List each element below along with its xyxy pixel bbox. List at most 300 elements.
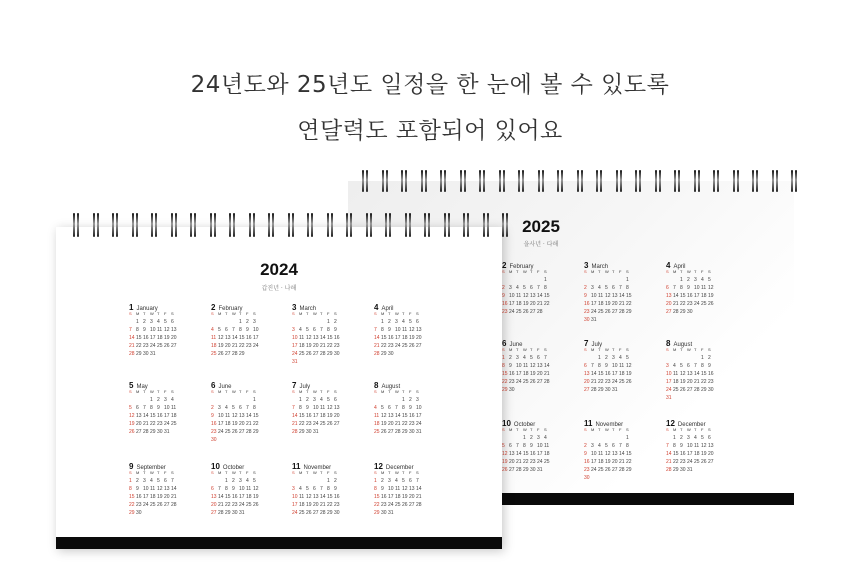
date-cell: 27 bbox=[530, 309, 536, 315]
date-cell: 11 bbox=[544, 443, 550, 449]
weekday-letter: T bbox=[530, 347, 533, 352]
date-cell: 24 bbox=[687, 459, 693, 465]
date-cell: 30 bbox=[388, 351, 394, 357]
date-cell: 19 bbox=[164, 335, 170, 341]
date-cell: 25 bbox=[694, 459, 700, 465]
weekday-letter: T bbox=[157, 311, 160, 316]
spiral-ring bbox=[460, 170, 466, 192]
date-cell: 8 bbox=[327, 486, 330, 492]
weekday-header bbox=[666, 269, 736, 275]
date-cell: 29 bbox=[136, 351, 142, 357]
date-cell: 30 bbox=[687, 309, 693, 315]
date-cell: 14 bbox=[673, 293, 679, 299]
date-cell: 11 bbox=[701, 285, 707, 291]
weekday-header bbox=[292, 389, 362, 395]
date-cell: 12 bbox=[605, 451, 611, 457]
date-cell: 10 bbox=[537, 443, 543, 449]
date-cell: 16 bbox=[334, 494, 340, 500]
weekday-letter: T bbox=[225, 470, 228, 475]
date-cell: 17 bbox=[509, 301, 515, 307]
date-cell: 24 bbox=[395, 343, 401, 349]
date-cell: 1 bbox=[225, 478, 228, 484]
weekday-letter: M bbox=[218, 311, 222, 316]
date-cell: 6 bbox=[225, 327, 228, 333]
weekday-letter: S bbox=[666, 427, 669, 432]
date-cell: 22 bbox=[701, 379, 707, 385]
date-grid bbox=[666, 276, 736, 316]
date-cell: 20 bbox=[530, 301, 536, 307]
weekday-letter: F bbox=[701, 427, 704, 432]
spiral-ring bbox=[73, 213, 79, 237]
date-cell: 6 bbox=[708, 435, 711, 441]
date-cell: 1 bbox=[239, 319, 242, 325]
date-grid bbox=[584, 434, 654, 482]
month-block-march bbox=[584, 258, 654, 324]
date-cell: 29 bbox=[381, 351, 387, 357]
weekday-header bbox=[211, 311, 281, 317]
date-cell: 27 bbox=[136, 429, 142, 435]
date-cell: 7 bbox=[246, 405, 249, 411]
date-cell: 5 bbox=[502, 443, 505, 449]
date-cell: 1 bbox=[523, 435, 526, 441]
date-cell: 17 bbox=[612, 371, 618, 377]
date-cell: 6 bbox=[416, 319, 419, 325]
date-cell: 8 bbox=[225, 486, 228, 492]
date-cell: 28 bbox=[516, 467, 522, 473]
date-cell: 19 bbox=[253, 494, 259, 500]
weekday-letter: W bbox=[687, 269, 691, 274]
date-cell: 17 bbox=[537, 451, 543, 457]
weekday-header bbox=[129, 470, 199, 476]
date-cell: 25 bbox=[523, 379, 529, 385]
weekday-header bbox=[129, 311, 199, 317]
date-cell: 24 bbox=[509, 309, 515, 315]
date-cell: 25 bbox=[395, 502, 401, 508]
date-cell: 12 bbox=[626, 363, 632, 369]
date-cell: 1 bbox=[680, 277, 683, 283]
date-cell: 18 bbox=[299, 502, 305, 508]
month-block-october bbox=[502, 416, 572, 474]
spiral-ring bbox=[733, 170, 739, 192]
weekday-letter: T bbox=[694, 269, 697, 274]
date-cell: 9 bbox=[584, 451, 587, 457]
spiral-ring bbox=[674, 170, 680, 192]
date-cell: 16 bbox=[584, 301, 590, 307]
date-cell: 12 bbox=[701, 443, 707, 449]
date-cell: 28 bbox=[544, 379, 550, 385]
date-cell: 31 bbox=[591, 317, 597, 323]
weekday-letter: T bbox=[694, 427, 697, 432]
spiral-ring bbox=[502, 213, 508, 237]
date-cell: 7 bbox=[416, 478, 419, 484]
weekday-letter: F bbox=[537, 269, 540, 274]
weekday-letter: F bbox=[246, 389, 249, 394]
date-cell: 16 bbox=[687, 293, 693, 299]
date-cell: 29 bbox=[502, 387, 508, 393]
date-cell: 17 bbox=[687, 451, 693, 457]
date-cell: 1 bbox=[544, 277, 547, 283]
date-cell: 30 bbox=[584, 317, 590, 323]
date-grid bbox=[502, 354, 572, 394]
date-cell: 5 bbox=[402, 478, 405, 484]
date-cell: 28 bbox=[694, 387, 700, 393]
date-cell: 28 bbox=[591, 387, 597, 393]
weekday-letter: T bbox=[388, 389, 391, 394]
date-cell: 5 bbox=[306, 486, 309, 492]
calendar-stand-base-2024 bbox=[56, 537, 502, 549]
date-cell: 1 bbox=[327, 319, 330, 325]
date-cell: 12 bbox=[164, 327, 170, 333]
date-cell: 22 bbox=[327, 343, 333, 349]
date-cell: 1 bbox=[136, 319, 139, 325]
date-cell: 18 bbox=[516, 301, 522, 307]
weekday-letter: W bbox=[523, 427, 527, 432]
date-cell: 15 bbox=[299, 413, 305, 419]
weekday-letter: T bbox=[320, 311, 323, 316]
weekday-header bbox=[374, 470, 444, 476]
date-cell: 17 bbox=[388, 494, 394, 500]
weekday-letter: S bbox=[502, 427, 505, 432]
date-cell: 29 bbox=[626, 309, 632, 315]
date-cell: 10 bbox=[687, 443, 693, 449]
date-cell: 4 bbox=[157, 319, 160, 325]
date-cell: 10 bbox=[143, 486, 149, 492]
weekday-letter: M bbox=[136, 311, 140, 316]
month-name: July bbox=[299, 384, 311, 390]
date-cell: 10 bbox=[239, 486, 245, 492]
spiral-ring bbox=[268, 213, 274, 237]
date-cell: 4 bbox=[211, 327, 214, 333]
date-cell: 2 bbox=[708, 355, 711, 361]
date-cell: 16 bbox=[306, 413, 312, 419]
date-cell: 23 bbox=[584, 309, 590, 315]
date-cell: 10 bbox=[253, 327, 259, 333]
weekday-letter: S bbox=[171, 389, 174, 394]
date-cell: 20 bbox=[239, 421, 245, 427]
date-cell: 3 bbox=[509, 285, 512, 291]
date-cell: 21 bbox=[143, 421, 149, 427]
date-cell: 21 bbox=[619, 301, 625, 307]
date-cell: 15 bbox=[253, 413, 259, 419]
date-cell: 30 bbox=[334, 351, 340, 357]
date-cell: 24 bbox=[239, 502, 245, 508]
date-cell: 25 bbox=[598, 309, 604, 315]
month-name: January bbox=[136, 306, 158, 312]
date-cell: 3 bbox=[313, 397, 316, 403]
date-cell: 15 bbox=[129, 494, 135, 500]
date-cell: 3 bbox=[395, 319, 398, 325]
date-cell: 3 bbox=[150, 319, 153, 325]
date-cell: 24 bbox=[150, 343, 156, 349]
date-cell: 24 bbox=[253, 343, 259, 349]
date-cell: 14 bbox=[544, 363, 550, 369]
date-cell: 5 bbox=[708, 277, 711, 283]
date-cell: 7 bbox=[673, 285, 676, 291]
date-cell: 26 bbox=[680, 387, 686, 393]
date-cell: 18 bbox=[598, 459, 604, 465]
month-number: 8 bbox=[666, 339, 671, 348]
weekday-letter: W bbox=[687, 347, 691, 352]
date-cell: 29 bbox=[523, 467, 529, 473]
date-cell: 26 bbox=[502, 467, 508, 473]
weekday-header bbox=[211, 389, 281, 395]
date-cell: 12 bbox=[129, 413, 135, 419]
date-cell: 23 bbox=[306, 421, 312, 427]
date-cell: 12 bbox=[502, 451, 508, 457]
date-cell: 7 bbox=[320, 486, 323, 492]
date-cell: 15 bbox=[523, 451, 529, 457]
date-cell: 20 bbox=[313, 343, 319, 349]
date-cell: 5 bbox=[327, 397, 330, 403]
weekday-letter: F bbox=[619, 347, 622, 352]
date-cell: 12 bbox=[381, 413, 387, 419]
date-grid bbox=[129, 318, 199, 358]
date-cell: 8 bbox=[374, 486, 377, 492]
month-block-august bbox=[666, 336, 736, 402]
date-cell: 25 bbox=[299, 510, 305, 516]
month-name: April bbox=[381, 306, 394, 312]
date-cell: 21 bbox=[232, 343, 238, 349]
spiral-ring bbox=[479, 170, 485, 192]
date-cell: 25 bbox=[544, 459, 550, 465]
date-cell: 3 bbox=[143, 478, 146, 484]
date-cell: 23 bbox=[334, 502, 340, 508]
month-number: 11 bbox=[584, 419, 593, 428]
date-cell: 27 bbox=[388, 429, 394, 435]
date-cell: 2 bbox=[334, 319, 337, 325]
date-cell: 11 bbox=[299, 494, 305, 500]
date-cell: 13 bbox=[509, 451, 515, 457]
date-cell: 2 bbox=[509, 355, 512, 361]
date-cell: 28 bbox=[374, 351, 380, 357]
date-cell: 3 bbox=[292, 327, 295, 333]
month-number: 3 bbox=[292, 303, 297, 312]
date-cell: 1 bbox=[129, 478, 132, 484]
date-cell: 24 bbox=[537, 459, 543, 465]
date-cell: 21 bbox=[218, 502, 224, 508]
date-cell: 17 bbox=[218, 421, 224, 427]
date-cell: 7 bbox=[218, 486, 221, 492]
date-cell: 17 bbox=[313, 413, 319, 419]
weekday-letter: S bbox=[626, 347, 629, 352]
spiral-ring bbox=[366, 213, 372, 237]
weekday-header bbox=[502, 269, 572, 275]
date-cell: 14 bbox=[619, 293, 625, 299]
spiral-ring bbox=[424, 213, 430, 237]
date-cell: 5 bbox=[381, 405, 384, 411]
date-cell: 2 bbox=[334, 478, 337, 484]
date-cell: 18 bbox=[544, 451, 550, 457]
date-cell: 9 bbox=[211, 413, 214, 419]
date-cell: 19 bbox=[218, 343, 224, 349]
date-cell: 5 bbox=[409, 319, 412, 325]
date-cell: 16 bbox=[143, 335, 149, 341]
spiral-ring bbox=[346, 213, 352, 237]
date-cell: 19 bbox=[502, 459, 508, 465]
date-cell: 25 bbox=[211, 351, 217, 357]
date-cell: 17 bbox=[164, 413, 170, 419]
date-cell: 22 bbox=[402, 421, 408, 427]
date-cell: 13 bbox=[530, 293, 536, 299]
date-cell: 24 bbox=[516, 379, 522, 385]
date-cell: 1 bbox=[502, 355, 505, 361]
weekday-letter: S bbox=[253, 311, 256, 316]
date-cell: 22 bbox=[626, 301, 632, 307]
date-cell: 27 bbox=[416, 343, 422, 349]
date-grid bbox=[129, 477, 199, 517]
date-cell: 7 bbox=[395, 405, 398, 411]
month-name: July bbox=[591, 342, 603, 348]
date-cell: 9 bbox=[143, 327, 146, 333]
weekday-header bbox=[584, 427, 654, 433]
date-grid bbox=[374, 396, 444, 436]
spiral-ring bbox=[132, 213, 138, 237]
date-cell: 28 bbox=[673, 309, 679, 315]
date-cell: 31 bbox=[537, 467, 543, 473]
weekday-letter: T bbox=[402, 470, 405, 475]
date-cell: 21 bbox=[591, 379, 597, 385]
date-cell: 11 bbox=[246, 486, 252, 492]
weekday-letter: T bbox=[598, 347, 601, 352]
date-cell: 15 bbox=[381, 335, 387, 341]
date-cell: 2 bbox=[409, 397, 412, 403]
date-cell: 27 bbox=[409, 502, 415, 508]
date-cell: 3 bbox=[253, 319, 256, 325]
date-cell: 15 bbox=[598, 371, 604, 377]
weekday-letter: T bbox=[239, 389, 242, 394]
date-cell: 6 bbox=[164, 478, 167, 484]
date-cell: 19 bbox=[157, 494, 163, 500]
weekday-letter: S bbox=[708, 347, 711, 352]
month-name: August bbox=[381, 384, 401, 390]
date-cell: 3 bbox=[591, 285, 594, 291]
date-cell: 21 bbox=[246, 421, 252, 427]
weekday-letter: M bbox=[509, 269, 513, 274]
date-cell: 19 bbox=[381, 421, 387, 427]
date-cell: 7 bbox=[143, 405, 146, 411]
date-cell: 13 bbox=[409, 486, 415, 492]
date-cell: 26 bbox=[327, 421, 333, 427]
date-cell: 26 bbox=[306, 351, 312, 357]
date-cell: 16 bbox=[136, 494, 142, 500]
month-name: May bbox=[136, 384, 148, 390]
date-cell: 30 bbox=[334, 510, 340, 516]
weekday-letter: F bbox=[701, 347, 704, 352]
date-cell: 16 bbox=[680, 451, 686, 457]
date-cell: 10 bbox=[292, 494, 298, 500]
date-cell: 14 bbox=[218, 494, 224, 500]
spiral-ring bbox=[694, 170, 700, 192]
date-cell: 8 bbox=[673, 443, 676, 449]
date-cell: 8 bbox=[502, 363, 505, 369]
date-cell: 23 bbox=[136, 502, 142, 508]
date-cell: 16 bbox=[409, 413, 415, 419]
month-name: April bbox=[673, 264, 686, 270]
date-cell: 23 bbox=[334, 343, 340, 349]
date-cell: 1 bbox=[673, 435, 676, 441]
date-cell: 19 bbox=[708, 293, 714, 299]
weekday-letter: F bbox=[409, 470, 412, 475]
date-cell: 23 bbox=[388, 343, 394, 349]
date-cell: 6 bbox=[612, 285, 615, 291]
date-cell: 4 bbox=[598, 285, 601, 291]
weekday-letter: T bbox=[320, 470, 323, 475]
date-cell: 13 bbox=[136, 413, 142, 419]
calendar-subtitle-2024: 갑진년 · 나해 bbox=[261, 285, 297, 292]
date-cell: 22 bbox=[374, 502, 380, 508]
date-cell: 11 bbox=[516, 293, 522, 299]
date-cell: 21 bbox=[129, 343, 135, 349]
date-cell: 3 bbox=[591, 443, 594, 449]
date-cell: 16 bbox=[334, 335, 340, 341]
date-cell: 15 bbox=[502, 371, 508, 377]
date-cell: 26 bbox=[381, 429, 387, 435]
date-cell: 11 bbox=[598, 293, 604, 299]
date-cell: 6 bbox=[136, 405, 139, 411]
date-cell: 3 bbox=[292, 486, 295, 492]
date-cell: 20 bbox=[409, 494, 415, 500]
weekday-letter: S bbox=[334, 311, 337, 316]
weekday-letter: T bbox=[239, 311, 242, 316]
date-cell: 20 bbox=[334, 413, 340, 419]
date-cell: 27 bbox=[687, 387, 693, 393]
spiral-ring bbox=[577, 170, 583, 192]
weekday-letter: M bbox=[509, 427, 513, 432]
date-cell: 4 bbox=[299, 327, 302, 333]
weekday-letter: S bbox=[544, 347, 547, 352]
date-cell: 11 bbox=[225, 413, 231, 419]
weekday-letter: T bbox=[388, 311, 391, 316]
date-cell: 16 bbox=[211, 421, 217, 427]
date-cell: 28 bbox=[666, 467, 672, 473]
date-cell: 28 bbox=[395, 429, 401, 435]
date-cell: 30 bbox=[211, 437, 217, 443]
date-cell: 7 bbox=[694, 363, 697, 369]
date-cell: 12 bbox=[306, 335, 312, 341]
date-cell: 13 bbox=[225, 335, 231, 341]
date-cell: 2 bbox=[211, 405, 214, 411]
date-cell: 15 bbox=[136, 335, 142, 341]
date-cell: 9 bbox=[584, 293, 587, 299]
spiral-ring bbox=[421, 170, 427, 192]
date-cell: 23 bbox=[680, 459, 686, 465]
date-cell: 16 bbox=[502, 301, 508, 307]
month-block-january bbox=[129, 300, 199, 358]
date-cell: 26 bbox=[605, 467, 611, 473]
month-number: 2 bbox=[502, 261, 507, 270]
date-cell: 16 bbox=[708, 371, 714, 377]
weekday-letter: S bbox=[584, 347, 587, 352]
date-cell: 13 bbox=[687, 371, 693, 377]
date-cell: 8 bbox=[402, 405, 405, 411]
date-cell: 24 bbox=[143, 502, 149, 508]
weekday-letter: M bbox=[136, 389, 140, 394]
weekday-letter: M bbox=[673, 427, 677, 432]
date-cell: 29 bbox=[680, 309, 686, 315]
date-cell: 2 bbox=[502, 285, 505, 291]
date-cell: 4 bbox=[402, 319, 405, 325]
date-cell: 7 bbox=[374, 327, 377, 333]
headline-line-2: 연달력도 포함되어 있어요 bbox=[297, 118, 563, 144]
weekday-letter: S bbox=[584, 269, 587, 274]
date-cell: 14 bbox=[246, 413, 252, 419]
date-cell: 13 bbox=[239, 413, 245, 419]
weekday-letter: S bbox=[253, 389, 256, 394]
date-cell: 3 bbox=[666, 363, 669, 369]
date-cell: 13 bbox=[211, 494, 217, 500]
weekday-letter: F bbox=[537, 427, 540, 432]
date-cell: 18 bbox=[246, 494, 252, 500]
